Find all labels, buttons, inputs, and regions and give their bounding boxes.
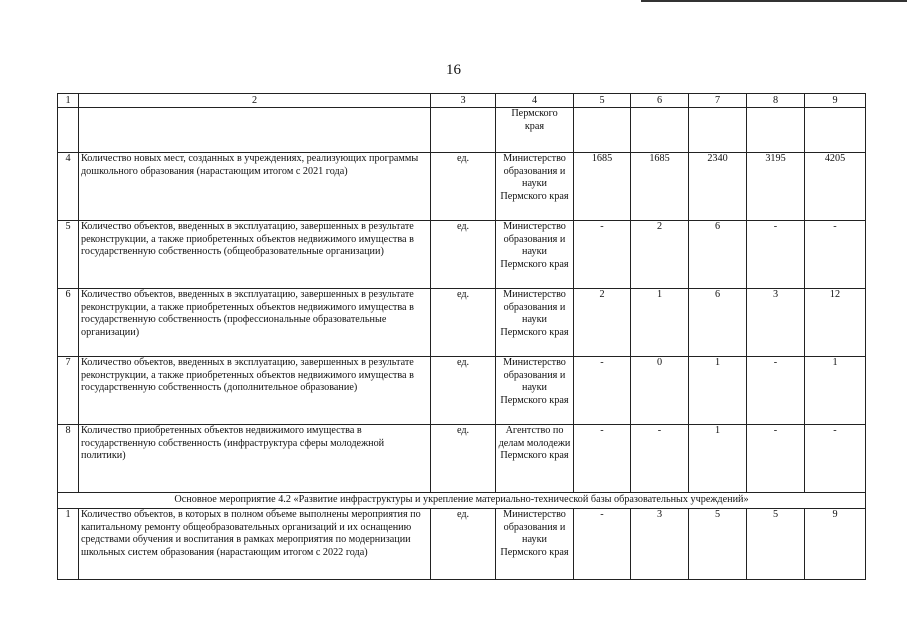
value-2024: 1: [805, 357, 866, 425]
value-2023: 3195: [747, 153, 805, 221]
value-2021: 3: [631, 509, 689, 580]
value-2023: -: [747, 221, 805, 289]
value-2020: 1685: [574, 153, 631, 221]
value-2022: 5: [689, 509, 747, 580]
value-2022: 2340: [689, 153, 747, 221]
unit-cell: ед.: [431, 153, 496, 221]
table-row: [58, 221, 866, 289]
value-2021: 2: [631, 221, 689, 289]
value-2021: 1685: [631, 153, 689, 221]
value-2024: 12: [805, 289, 866, 357]
indicator-name: Количество объектов, в которых в полном объеме выполнены мероприятия по капитальному ремонту общеобразовательных организаций и их оснащению средствами обучения и воспитания в рамках мероприятия по модернизации школьных систем образования (нарастающим итогом с 2022 года): [79, 509, 431, 580]
indicators-table: [57, 93, 866, 580]
row-number: 6: [58, 289, 79, 357]
row-number: 4: [58, 153, 79, 221]
value-2023: -: [747, 357, 805, 425]
responsible-cell: Министерство образования и науки Пермского края: [496, 357, 574, 425]
header-cell: 9: [805, 94, 866, 108]
row-number: 7: [58, 357, 79, 425]
value-2023: -: [747, 425, 805, 493]
responsible-cell: Министерство образования и науки Пермского края: [496, 509, 574, 580]
header-cell: 3: [431, 94, 496, 108]
row-number: 8: [58, 425, 79, 493]
value-2020: -: [574, 357, 631, 425]
value-2024: 4205: [805, 153, 866, 221]
value-2022: 1: [689, 357, 747, 425]
indicator-name: Количество объектов, введенных в эксплуатацию, завершенных в результате реконструкции, а также приобретенных объектов недвижимого имущества в государственную собственность (профессиональные образовательные организации): [79, 289, 431, 357]
value-2020: -: [574, 221, 631, 289]
header-cell: 5: [574, 94, 631, 108]
responsible-cell: Министерство образования и науки Пермского края: [496, 221, 574, 289]
section-title: Основное мероприятие 4.2 «Развитие инфраструктуры и укрепление материально-технической базы образовательных учреждений»: [58, 493, 866, 509]
value-2022: 6: [689, 221, 747, 289]
unit-cell: ед.: [431, 221, 496, 289]
table-row: [58, 289, 866, 357]
header-cell: 8: [747, 94, 805, 108]
value-2024: -: [805, 425, 866, 493]
value-2022: 6: [689, 289, 747, 357]
table-row: [58, 509, 866, 580]
header-cell: 7: [689, 94, 747, 108]
value-2023: 3: [747, 289, 805, 357]
indicator-name: Количество объектов, введенных в эксплуатацию, завершенных в результате реконструкции, а также приобретенных объектов недвижимого имущества в государственную собственность (дополнительное образование): [79, 357, 431, 425]
section-title-row: [58, 493, 866, 509]
table-header-row: [58, 94, 866, 108]
value-2021: 1: [631, 289, 689, 357]
header-cell: 2: [79, 94, 431, 108]
indicator-name: Количество новых мест, созданных в учреждениях, реализующих программы дошкольного образования (нарастающим итогом с 2021 года): [79, 153, 431, 221]
header-cell: 1: [58, 94, 79, 108]
responsible-cell: Министерство образования и науки Пермского края: [496, 289, 574, 357]
indicator-name: Количество приобретенных объектов недвижимого имущества в государственную собственность (инфраструктура сферы молодежной политики): [79, 425, 431, 493]
row-number: 5: [58, 221, 79, 289]
unit-cell: ед.: [431, 357, 496, 425]
table-row: [58, 425, 866, 493]
header-cell: 4: [496, 94, 574, 108]
value-2024: 9: [805, 509, 866, 580]
value-2021: 0: [631, 357, 689, 425]
value-2020: -: [574, 425, 631, 493]
continuation-row: [58, 108, 866, 153]
row-number: 1: [58, 509, 79, 580]
responsible-cell: [496, 108, 574, 153]
responsible-cell: Агентство по делам молодежи Пермского края: [496, 425, 574, 493]
value-2020: -: [574, 509, 631, 580]
value-2021: -: [631, 425, 689, 493]
responsible-text: Пермского края: [511, 108, 558, 132]
value-2024: -: [805, 221, 866, 289]
page-number: 16: [446, 62, 461, 78]
unit-cell: ед.: [431, 289, 496, 357]
responsible-cell: Министерство образования и науки Пермского края: [496, 153, 574, 221]
unit-cell: ед.: [431, 425, 496, 493]
value-2022: 1: [689, 425, 747, 493]
table-row: [58, 357, 866, 425]
value-2020: 2: [574, 289, 631, 357]
header-cell: 6: [631, 94, 689, 108]
table-row: [58, 153, 866, 221]
indicator-name: Количество объектов, введенных в эксплуатацию, завершенных в результате реконструкции, а также приобретенных объектов недвижимого имущества в государственную собственность (общеобразовательные организации): [79, 221, 431, 289]
top-rule-line: [641, 0, 907, 2]
unit-cell: ед.: [431, 509, 496, 580]
value-2023: 5: [747, 509, 805, 580]
